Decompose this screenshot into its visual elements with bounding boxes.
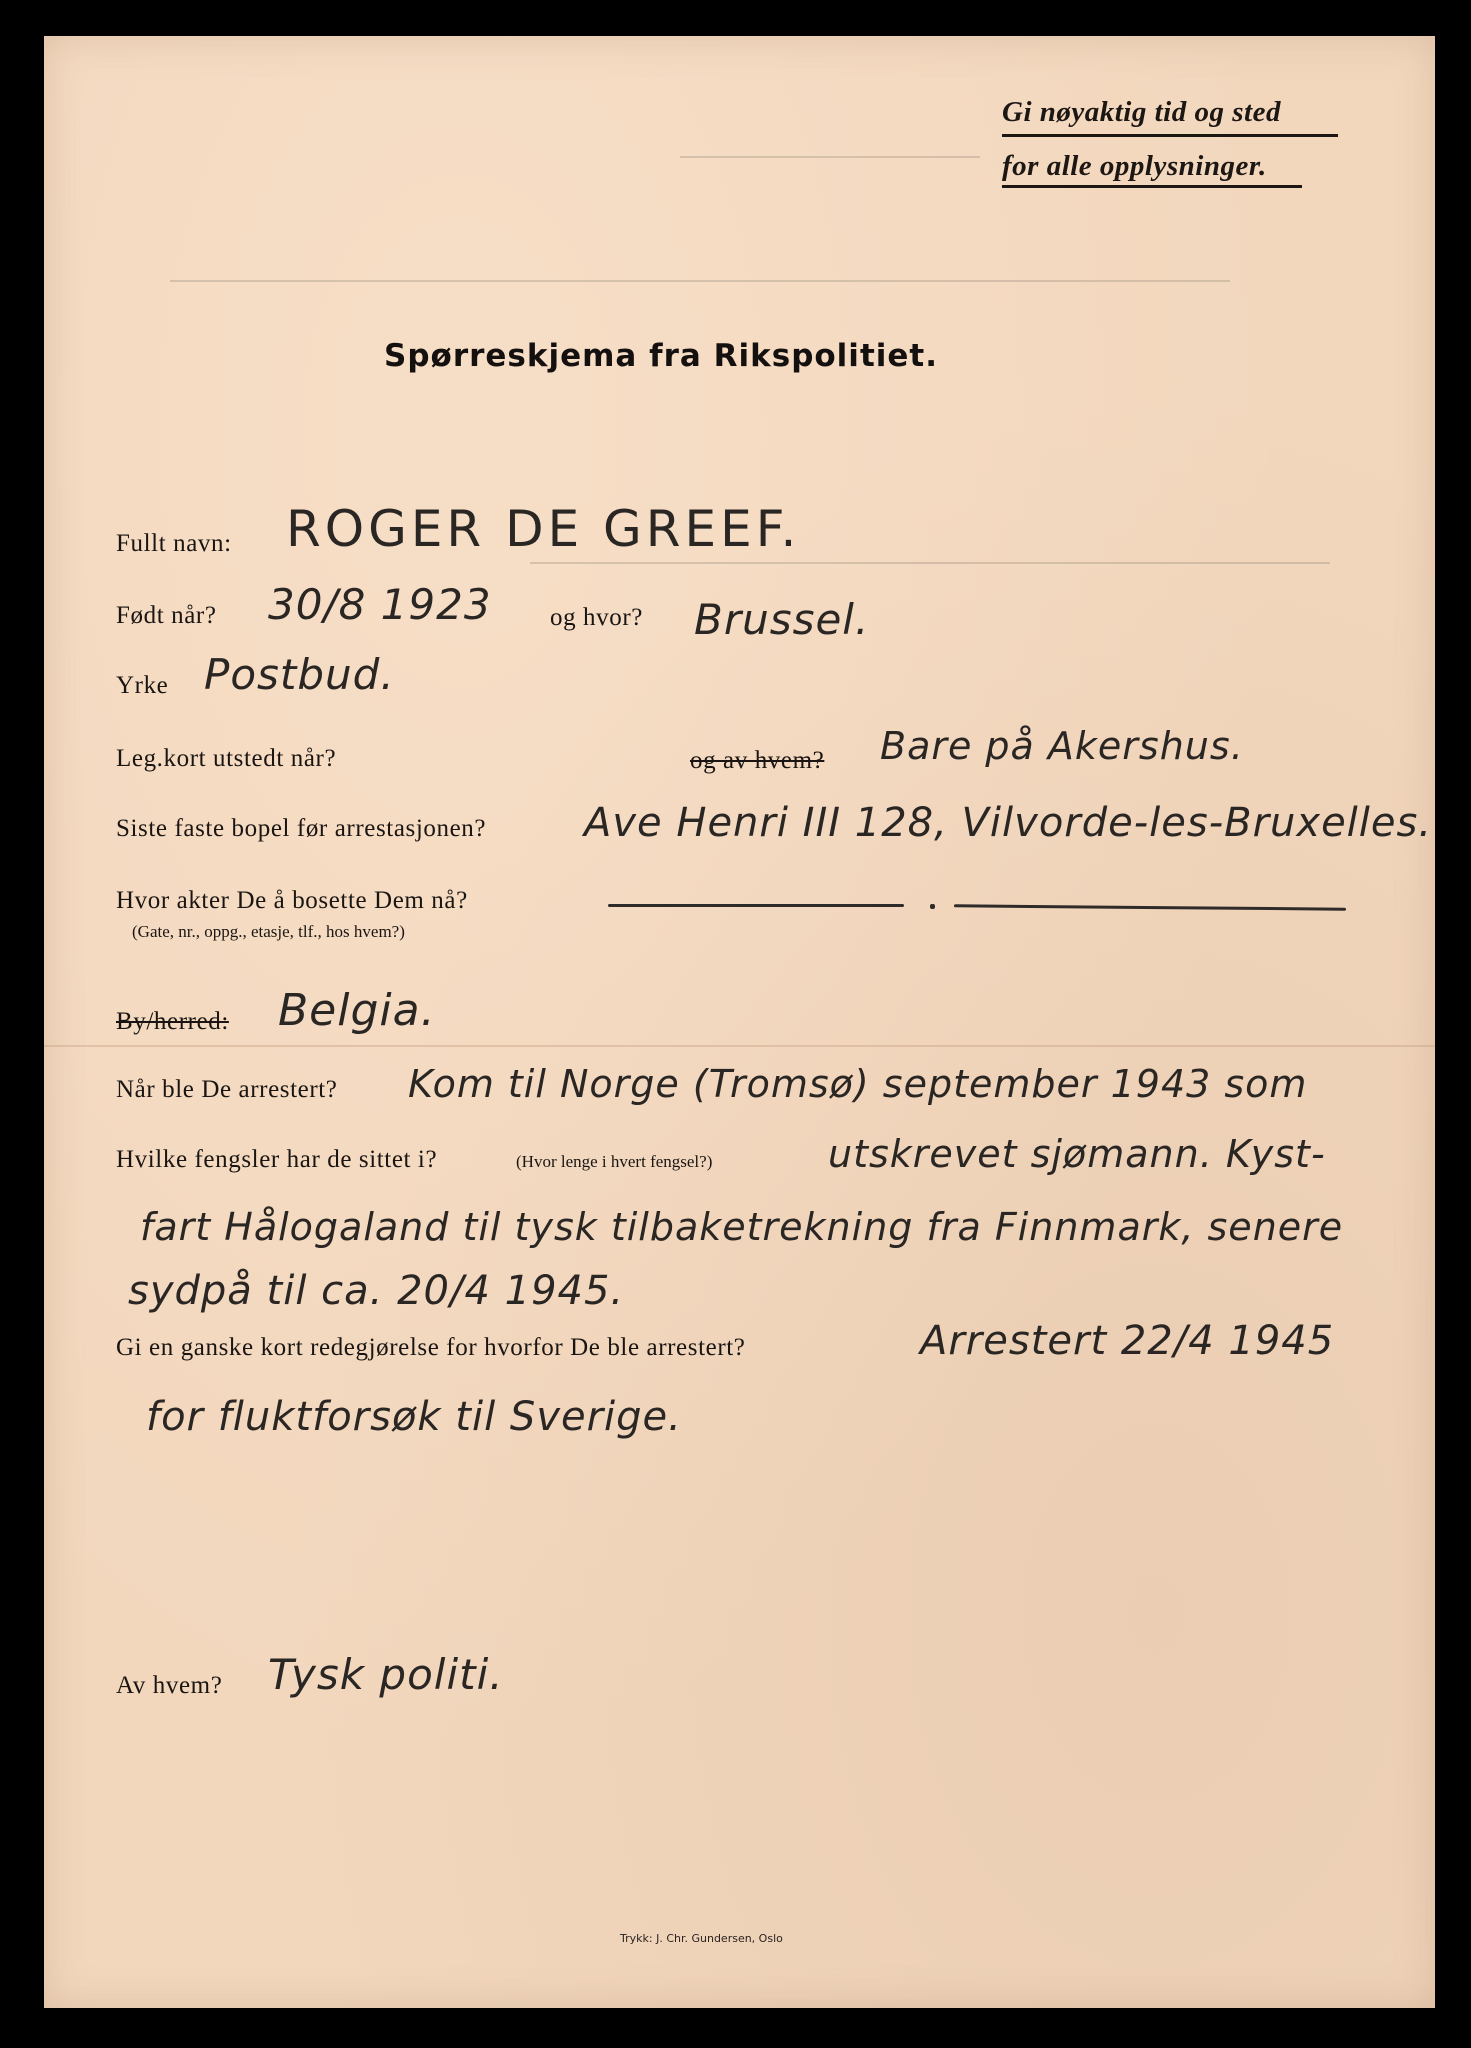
born-where-value: Brussel.: [694, 595, 870, 644]
arrested-when-value: Kom til Norge (Tromsø) september 1943 som: [408, 1062, 1308, 1106]
paper-fold: [44, 1045, 1435, 1047]
city-value: Belgia.: [278, 985, 436, 1036]
settle-label: Hvor akter De å bosette Dem nå?: [116, 887, 468, 914]
city-label-text: By/herred:: [116, 1008, 229, 1035]
born-when-value: 30/8 1923: [268, 580, 492, 629]
form-title: Spørreskjema fra Rikspolitiet.: [384, 338, 939, 374]
arrested-when-label: Når ble De arrestert?: [116, 1076, 338, 1103]
full-name-label: Fullt navn:: [116, 530, 232, 557]
form-paper: [44, 36, 1435, 2008]
settle-dot: [930, 904, 935, 909]
settle-dash-left: [608, 904, 904, 907]
last-address-value: Ave Henri III 128, Vilvorde-les-Bruxelles.: [584, 800, 1433, 846]
occupation-label: Yrke: [116, 672, 169, 699]
city-label: [116, 1008, 229, 1036]
printer-imprint: Trykk: J. Chr. Gundersen, Oslo: [620, 1932, 783, 1945]
occupation-value: Postbud.: [204, 650, 395, 699]
last-address-label: Siste faste bopel før arrestasjonen?: [116, 815, 487, 842]
by-whom-label: Av hvem?: [116, 1672, 223, 1699]
prisons-value-line-1: utskrevet sjømann. Kyst-: [828, 1132, 1326, 1176]
faint-print-trace: [530, 562, 1330, 564]
reason-value-line-2: for fluktforsøk til Sverige.: [146, 1394, 682, 1440]
born-when-label: Født når?: [116, 602, 217, 629]
legcard-by-label: og av hvem?: [690, 747, 825, 774]
instruction-line-1: Gi nøyaktig tid og sted: [1002, 96, 1281, 128]
prisons-label: Hvilke fengsler har de sittet i?: [116, 1146, 438, 1173]
prisons-value-line-2: fart Hålogaland til tysk tilbaketrekning fra Finnmark, senere: [140, 1205, 1344, 1249]
reason-label: Gi en ganske kort redegjørelse for hvorfor De ble arrestert?: [116, 1334, 746, 1361]
prisons-sublabel: (Hvor lenge i hvert fengsel?): [516, 1152, 713, 1171]
instruction-underline-2: [1002, 185, 1302, 188]
full-name-value: ROGER DE GREEF.: [286, 500, 801, 558]
faint-print-trace: [680, 156, 980, 158]
prisons-value-line-3: sydpå til ca. 20/4 1945.: [128, 1268, 625, 1314]
faint-print-trace: [170, 280, 1230, 282]
reason-value-line-1: Arrestert 22/4 1945: [920, 1318, 1335, 1364]
born-where-label: og hvor?: [550, 604, 643, 631]
legcard-when-label: Leg.kort utstedt når?: [116, 745, 337, 772]
instruction-underline-1: [1002, 134, 1338, 137]
by-whom-value: Tysk politi.: [268, 1650, 504, 1699]
settle-sublabel: (Gate, nr., oppg., etasje, tlf., hos hvem?): [132, 922, 405, 941]
legcard-by-value: Bare på Akershus.: [880, 724, 1244, 768]
instruction-line-2: for alle opplysninger.: [1002, 150, 1267, 182]
